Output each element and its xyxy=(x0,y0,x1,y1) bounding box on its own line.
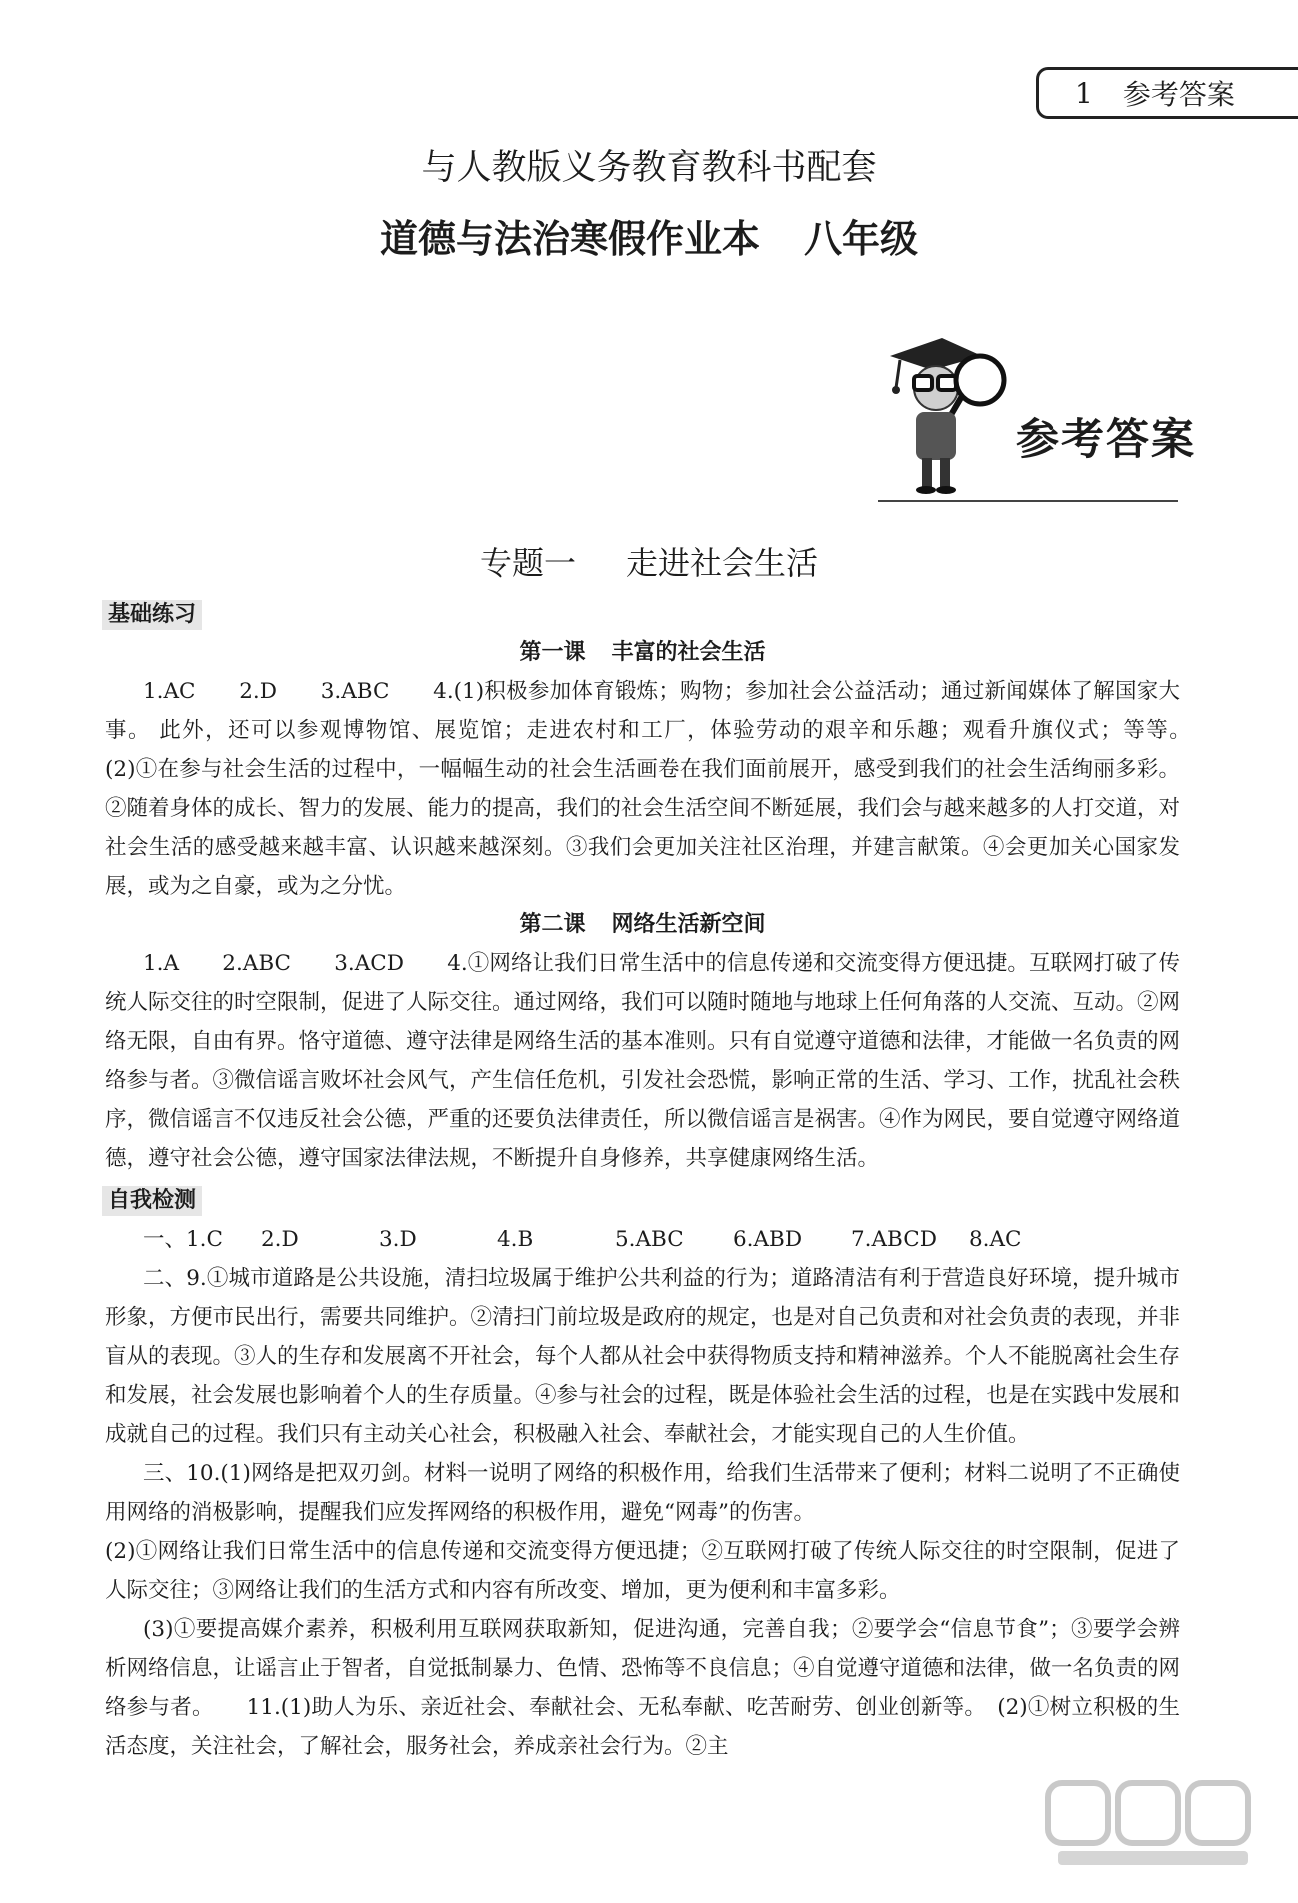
lesson-2-title: 网络生活新空间 xyxy=(611,912,766,937)
mc-answer: 一、1.C xyxy=(143,1227,223,1252)
topic-title: 走进社会生活 xyxy=(626,544,819,582)
lesson-1-number: 第一课 xyxy=(519,640,586,665)
lesson-1-title: 丰富的社会生活 xyxy=(611,640,766,665)
mc-answer: 7.ABCD xyxy=(851,1227,937,1252)
answer-divider xyxy=(878,500,1178,502)
book-title-grade: 八年级 xyxy=(804,217,919,261)
mc-answer: 2.D xyxy=(261,1227,299,1252)
book-title xyxy=(0,208,1298,263)
mc-answer: 4.B xyxy=(497,1227,534,1252)
question-10-2-answer: (2)①网络让我们日常生活中的信息传递和交流变得方便迅捷；②互联网打破了传统人际交往的时空限制，促进了人际交往；③网络让我们的生活方式和内容有所改变、增加，更为便利和丰富多彩。 xyxy=(105,1539,1180,1603)
book-series-title: 与人教版义务教育教科书配套 xyxy=(421,148,877,188)
question-10-3-answer: (3)①要提高媒介素养，积极利用互联网获取新知，促进沟通，完善自我；②要学会“信息节食”；③要学会辨析网络信息，让谣言止于智者，自觉抵制暴力、色情、恐怖等不良信息；④自觉遵守道德和法律，做一名负责的网络参与者。 11.(1)助人为乐、亲近社会、奉献社会、无私奉献、吃苦耐劳、创业创新等。 (2)①树立积极的生活态度，关注社会，了解社会，服务社会，养成亲社会行为。②主 xyxy=(105,1617,1181,1759)
page-tab-label: 参考答案 xyxy=(1122,78,1235,111)
mc-answer: 6.ABD xyxy=(733,1227,803,1252)
lesson-1-heading xyxy=(105,634,1180,672)
question-9-answer: 二、9.①城市道路是公共设施，清扫垃圾属于维护公共利益的行为；道路清洁有利于营造良好环境，提升城市形象，方便市民出行，需要共同维护。②清扫门前垃圾是政府的规定，也是对自己负责和对社会负责的表现，并非盲从的表现。③人的生存和发展离不开社会，每个人都从社会中获得物质支持和精神滋养。个人不能脱离社会生存和发展，社会发展也影响着个人的生存质量。④参与社会的过程，既是体验社会生活的过程，也是在实践中发展和成就自己的过程。我们只有主动关心社会，积极融入社会、奉献社会，才能实现自己的人生价值。 xyxy=(105,1266,1181,1447)
section-self-test: 自我检测 xyxy=(102,1186,202,1216)
mc-answer: 5.ABC xyxy=(615,1227,684,1252)
page-number: 1 xyxy=(1075,76,1093,110)
lesson-2-heading xyxy=(105,906,1180,944)
topic-number: 专题一 xyxy=(479,544,576,582)
question-10-1-answer: 三、10.(1)网络是把双刃剑。材料一说明了网络的积极作用，给我们生活带来了便利；材料二说明了不正确使用网络的消极影响，提醒我们应发挥网络的积极作用，避免“网毒”的伤害。 xyxy=(105,1461,1180,1525)
answer-heading: 参考答案 xyxy=(1016,415,1196,465)
book-title-main: 道德与法治寒假作业本 xyxy=(379,217,760,261)
section-basic-practice: 基础练习 xyxy=(102,600,202,630)
watermark-logo-icon xyxy=(1038,1773,1258,1873)
lesson-2-answers: 1.A 2.ABC 3.ACD 4.①网络让我们日常生活中的信息传递和交流变得方便迅捷。互联网打破了传统人际交往的时空限制，促进了人际交往。通过网络，我们可以随时随地与地球上任何角落的人交流、互动。②网络无限，自由有界。恪守道德、遵守法律是网络生活的基本准则。只有自觉遵守道德和法律，才能做一名负责的网络参与者。③微信谣言败坏社会风气，产生信任危机，引发社会恐慌，影响正常的生活、学习、工作，扰乱社会秩序，微信谣言不仅违反社会公德，严重的还要负法律责任，所以微信谣言是祸害。④作为网民，要自觉遵守网络道德，遵守社会公德，遵守国家法律法规，不断提升自身修养，共享健康网络生活。 xyxy=(105,951,1181,1171)
lesson-1-answers: 1.AC 2.D 3.ABC 4.(1)积极参加体育锻炼；购物；参加社会公益活动；通过新闻媒体了解国家大事。 此外，还可以参观博物馆、展览馆；走进农村和工厂，体验劳动的艰辛和乐趣；观看升旗仪式；等等。 (2)①在参与社会生活的过程中，一幅幅生动的社会生活画卷在我们面前展开，感受到我们的社会生活绚丽多彩。②随着身体的成长、智力的发展、能力的提高，我们的社会生活空间不断延展，我们会与越来越多的人打交道，对社会生活的感受越来越丰富、认识越来越深刻。③我们会更加关注社区治理，并建言献策。④会更加关心国家发展，或为之自豪，或为之分忧。 xyxy=(105,679,1202,899)
mc-answer: 3.D xyxy=(379,1227,417,1252)
topic-heading xyxy=(0,538,1298,584)
multiple-choice-answers xyxy=(105,1220,1180,1259)
mc-answer: 8.AC xyxy=(969,1227,1022,1252)
scholar-mascot-icon xyxy=(882,330,1012,500)
lesson-2-number: 第二课 xyxy=(519,912,586,937)
page-tab xyxy=(1036,67,1298,119)
answer-content xyxy=(105,592,1202,1766)
